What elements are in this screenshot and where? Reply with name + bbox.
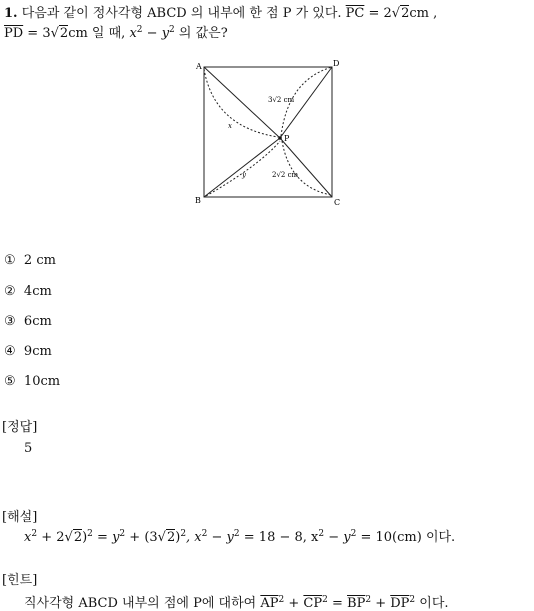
sqrt-sign: √ (391, 6, 401, 21)
var-x: x (24, 530, 32, 545)
label-pc-length: 2√2 cm (272, 171, 299, 179)
label-p: P (284, 134, 290, 143)
choice-2[interactable] (4, 284, 52, 299)
expr-part: = 18 − 8, x (239, 530, 319, 545)
sqrt-value: 2 (73, 530, 83, 545)
choice-text: 4cm (23, 284, 52, 299)
hint-part: = (327, 596, 348, 611)
explanation-text (24, 526, 455, 545)
sqrt-sign: √ (157, 530, 166, 545)
sqrt-value: 2 (166, 530, 176, 545)
exp-2: 2 (180, 529, 187, 539)
var-y: − y (142, 26, 170, 41)
sqrt-sign: √ (50, 26, 59, 41)
question-line-2 (4, 22, 228, 41)
sqrt-value: 2 (401, 6, 410, 21)
choice-mark: ⑤ (4, 374, 16, 389)
question-text: 다음과 같이 정사각형 ABCD 의 내부에 한 점 P 가 있다. (21, 6, 346, 21)
hint-part: 이다. (415, 596, 449, 611)
choice-1[interactable] (4, 253, 56, 268)
segment-cp (280, 138, 332, 197)
explanation-label: [해설] (2, 510, 38, 525)
label-x: x (228, 122, 232, 130)
exp-2: 2 (365, 595, 372, 605)
expr-part: + 2 (37, 530, 65, 545)
label-c: C (334, 198, 341, 207)
label-pd-length: 3√2 cm (268, 96, 295, 104)
choice-text: 2 cm (23, 253, 56, 268)
expr-part: ) (175, 530, 181, 545)
choice-text: 9cm (23, 344, 52, 359)
exp-2: 2 (87, 529, 93, 539)
exp-2: 2 (169, 25, 175, 35)
question-line-1 (4, 2, 437, 21)
choice-mark: ② (4, 284, 16, 299)
exp-2: 2 (233, 529, 240, 539)
choice-4[interactable] (4, 344, 52, 359)
label-y: y (242, 171, 246, 179)
question-tail: 의 값은? (174, 26, 228, 41)
label-b: B (195, 196, 201, 205)
expr-part: = 10(cm) 이다. (356, 530, 456, 545)
var-x: x (129, 26, 137, 41)
hint-part: + (371, 596, 391, 611)
answer-value: 5 (24, 441, 33, 456)
arc-y (206, 141, 280, 196)
segment-bp-label: $\overline{BP}$ (347, 596, 366, 611)
exp-2: 2 (201, 529, 208, 539)
exp-2: 2 (350, 529, 357, 539)
hint-label: [힌트] (2, 573, 38, 588)
point-p (278, 136, 282, 140)
segment-pc: $\overline{PC}$ (345, 6, 365, 21)
unit-text: cm 일 때, (68, 26, 130, 41)
choice-text: 6cm (23, 314, 52, 329)
choice-text: 10cm (23, 374, 61, 389)
segment-ap-label: $\overline{AP}$ (260, 596, 279, 611)
exp-2: 2 (136, 25, 143, 35)
expr-part: + (3 (125, 530, 158, 545)
segment-bp (204, 138, 280, 197)
sqrt-value: 2 (59, 26, 69, 41)
exp-2: 2 (119, 529, 126, 539)
question-number: 1. (4, 6, 18, 21)
exp-2: 2 (409, 595, 416, 605)
expr-part: = y (92, 530, 120, 545)
segment-cp-label: $\overline{CP}$ (303, 596, 323, 611)
segment-dp-label: $\overline{DP}$ (390, 596, 410, 611)
unit-text: cm , (409, 6, 438, 21)
segment-pd: $\overline{PD}$ (4, 26, 24, 41)
expr-part: − y (207, 530, 234, 545)
arc-x (204, 69, 278, 137)
label-d: D (333, 59, 340, 68)
square-abcd (204, 67, 332, 197)
choice-mark: ① (4, 253, 16, 268)
choice-mark: ③ (4, 314, 16, 329)
equals-text: = 2 (364, 6, 392, 21)
choice-3[interactable] (4, 314, 52, 329)
hint-part: 직사각형 ABCD 내부의 점에 P에 대하여 (24, 596, 261, 611)
expr-part: ) (82, 530, 88, 545)
square-figure (190, 55, 350, 210)
label-a: A (196, 62, 202, 71)
hint-part: + (284, 596, 304, 611)
exp-2: 2 (278, 595, 285, 605)
expr-part: , x (186, 530, 202, 545)
exp-2: 2 (318, 529, 325, 539)
sqrt-sign: √ (64, 530, 73, 545)
equals-text: = 3 (23, 26, 51, 41)
answer-label: [정답] (2, 420, 38, 435)
hint-text (24, 592, 449, 611)
choice-mark: ④ (4, 344, 16, 359)
choice-5[interactable] (4, 374, 60, 389)
expr-part: − y (324, 530, 351, 545)
exp-2: 2 (322, 595, 328, 605)
exp-2: 2 (31, 529, 38, 539)
